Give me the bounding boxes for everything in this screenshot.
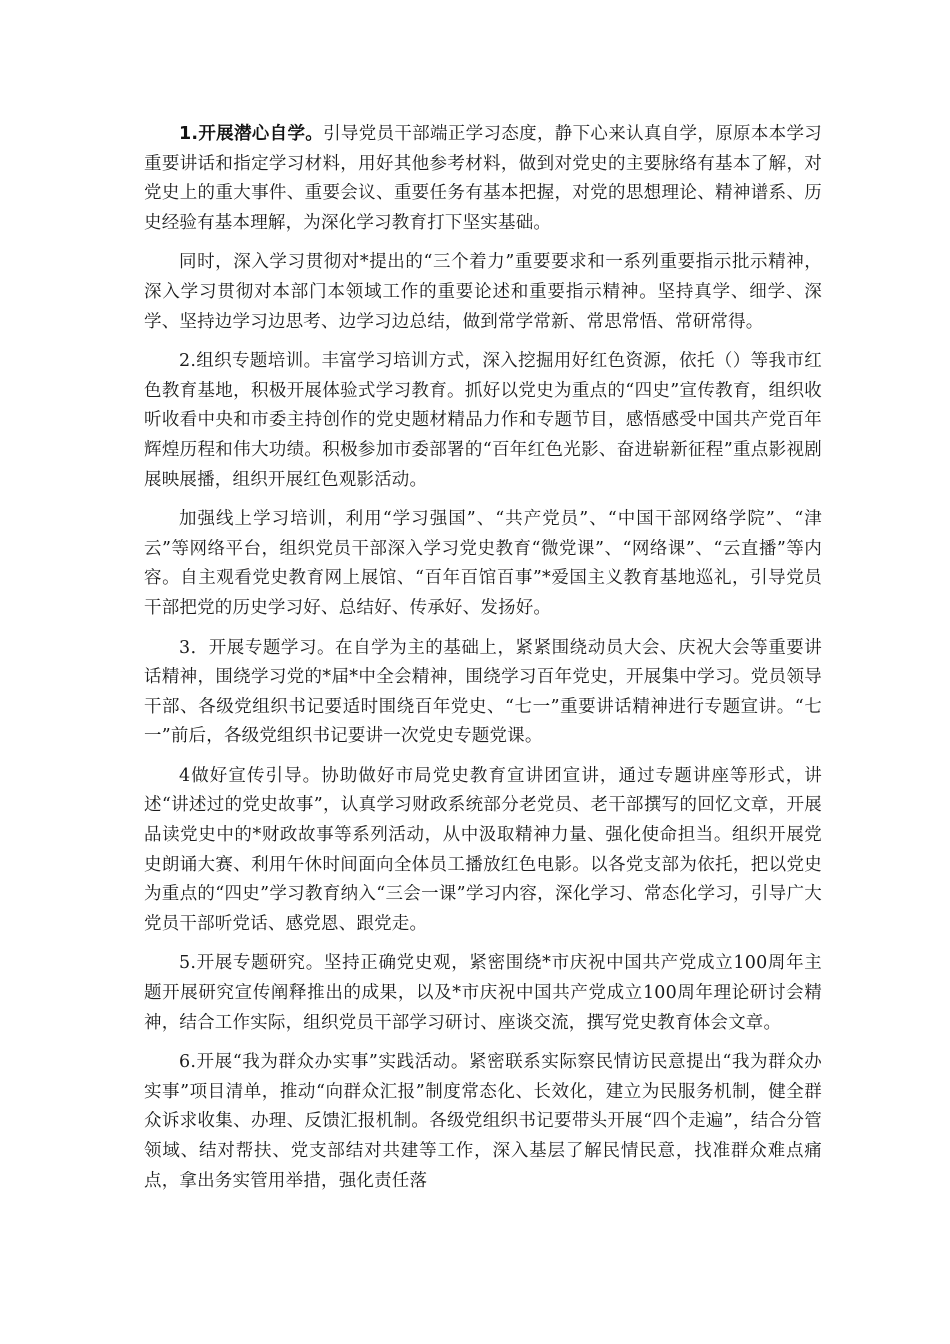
paragraph-6-text: 4做好宣传引导。协助做好市局党史教育宣讲团宣讲，通过专题讲座等形式，讲述“讲述过的党史故事”，认真学习财政系统部分老党员、老干部撰写的回忆文章，开展品读党史中的*财政故事等系列活动，从中汲取精神力量、强化使命担当。组织开展党史朗诵大赛、利用午休时间面向全体员工播放红色电影。以各党支部为依托，把以党史为重点的“四史”学习教育纳入“三会一课”学习内容，深化学习、常态化学习，引导广大党员干部听党话、感党恩、跟党走。: [144, 765, 822, 934]
paragraph-1: [144, 120, 822, 238]
paragraph-5-text: 3．开展专题学习。在自学为主的基础上，紧紧围绕动员大会、庆祝大会等重要讲话精神，围绕学习党的*届*中全会精神，围绕学习百年党史，开展集中学习。党员领导干部、各级党组织书记要适时围绕百年党史、“七一”重要讲话精神进行专题宣讲。“七一”前后，各级党组织书记要讲一次党史专题党课。: [144, 637, 822, 747]
paragraph-4-text: 加强线上学习培训，利用“学习强国”、“共产党员”、“中国干部网络学院”、“津云”等网络平台，组织党员干部深入学习党史教育“微党课”、“网络课”、“云直播”等内容。自主观看党史教育网上展馆、“百年百馆百事”*爱国主义教育基地巡礼，引导党员干部把党的历史学习好、总结好、传承好、发扬好。: [144, 509, 822, 618]
paragraph-2-text: 同时，深入学习贯彻对*提出的“三个着力”重要要求和一系列重要指示批示精神，深入学习贯彻对本部门本领域工作的重要论述和重要指示精神。坚持真学、细学、深学、坚持边学习边思考、边学习边总结，做到常学常新、常思常悟、常研常得。: [144, 252, 822, 332]
paragraph-2: [144, 248, 822, 337]
paragraph-1-heading: 1.开展潜心自学。: [179, 124, 324, 144]
paragraph-8-text: 6.开展“我为群众办实事”实践活动。紧密联系实际察民情访民意提出“我为群众办实事”项目清单，推动“向群众汇报”制度常态化、长效化，建立为民服务机制，健全群众诉求收集、办理、反馈汇报机制。各级党组织书记要带头开展“四个走遍”，结合分管领域、结对帮扶、党支部结对共建等工作，深入基层了解民情民意，找准群众难点痛点，拿出务实管用举措，强化责任落: [144, 1052, 822, 1191]
paragraph-3-text: 2.组织专题培训。丰富学习培训方式，深入挖掘用好红色资源，依托（）等我市红色教育基地，积极开展体验式学习教育。抓好以党史为重点的“四史”宣传教育，组织收听收看中央和市委主持创作的党史题材精品力作和专题节目，感悟感受中国共产党百年辉煌历程和伟大功绩。积极参加市委部署的“百年红色光影、奋进崭新征程”重点影视剧展映展播，组织开展红色观影活动。: [144, 351, 822, 490]
paragraph-6: [144, 762, 822, 940]
document-body: [144, 120, 822, 1206]
paragraph-7: [144, 949, 822, 1038]
paragraph-7-text: 5.开展专题研究。坚持正确党史观，紧密围绕*市庆祝中国共产党成立100周年主题开展研究宣传阐释推出的成果，以及*市庆祝中国共产党成立100周年理论研讨会精神，结合工作实际，组织党员干部学习研讨、座谈交流，撰写党史教育体会文章。: [144, 953, 822, 1033]
paragraph-1-text: 引导党员干部端正学习态度，静下心来认真自学，原原本本学习重要讲话和指定学习材料，用好其他参考材料，做到对党史的主要脉络有基本了解，对党史上的重大事件、重要会议、重要任务有基本把握，对党的思想理论、精神谱系、历史经验有基本理解，为深化学习教育打下坚实基础。: [144, 124, 822, 233]
paragraph-8: [144, 1048, 822, 1196]
paragraph-3: [144, 347, 822, 495]
paragraph-4: [144, 505, 822, 623]
paragraph-5: [144, 634, 822, 752]
